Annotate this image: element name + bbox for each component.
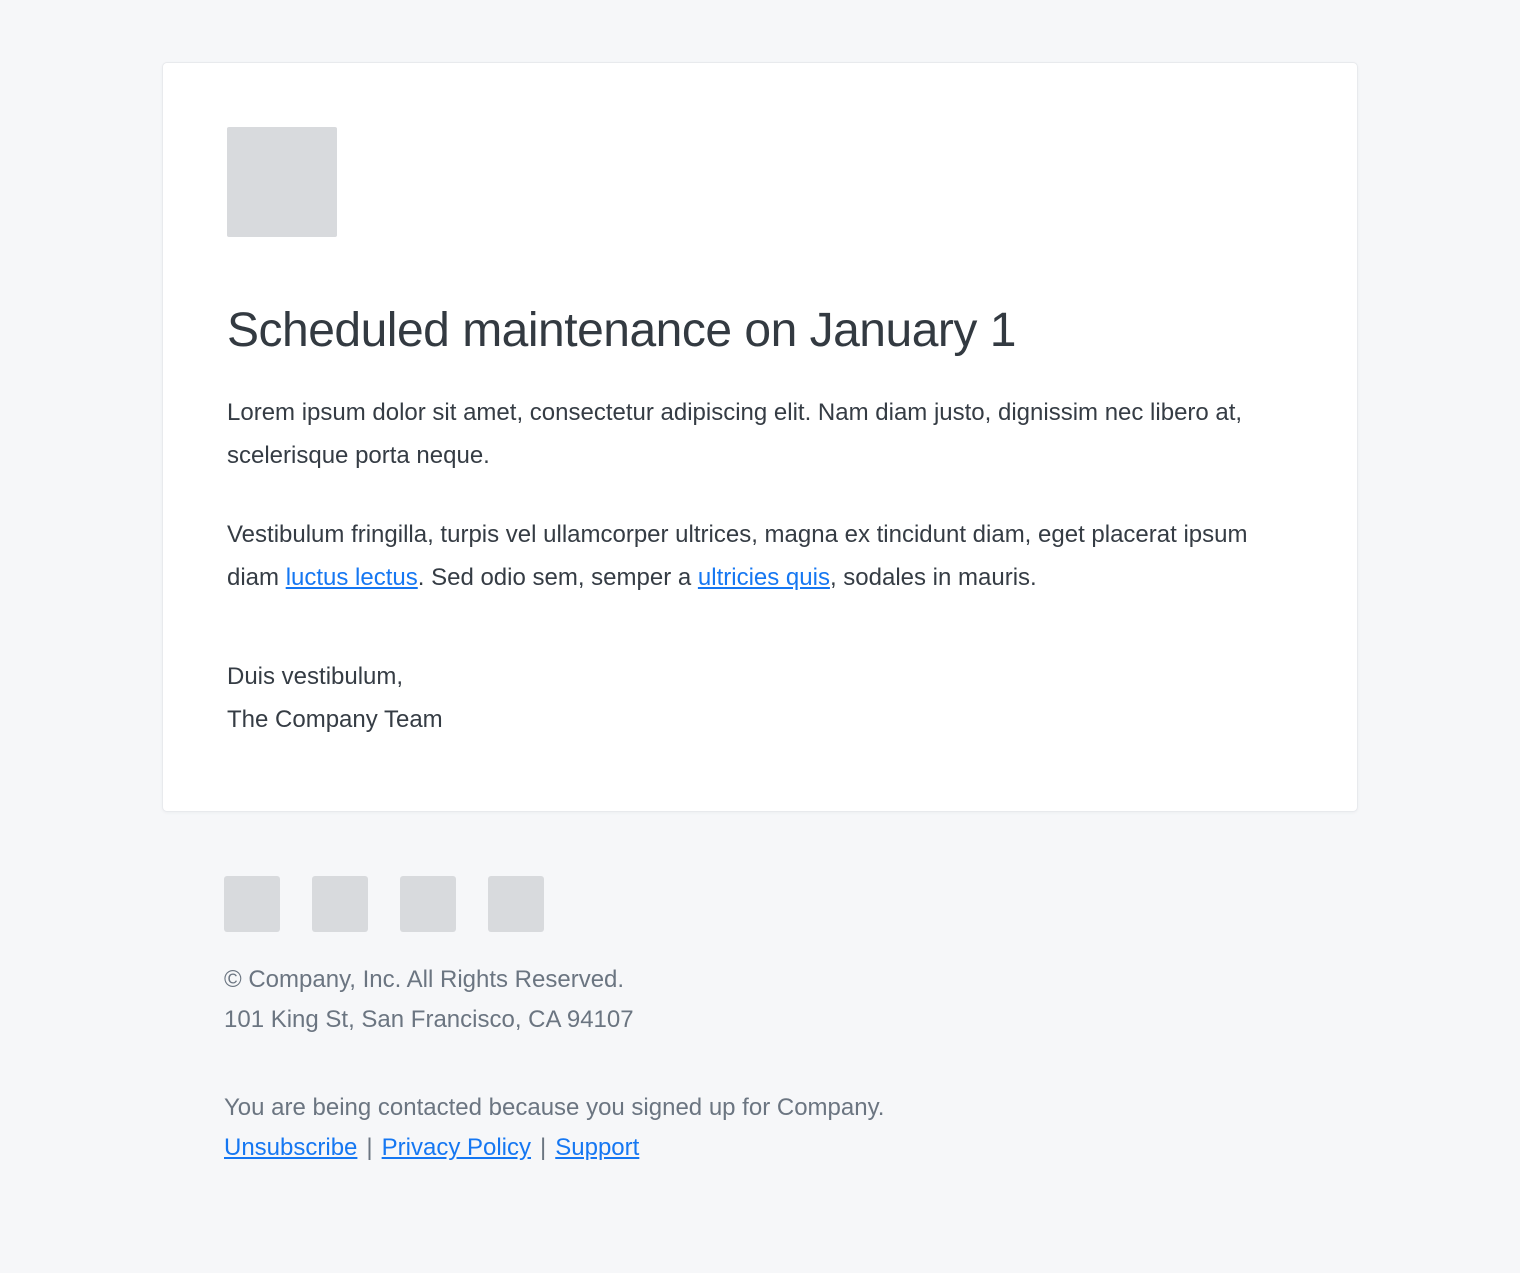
email-viewport [162,0,1358,1227]
body-text-segment: Vestibulum fringilla, turpis vel ullamcorper ultrices, magna ex tincidunt diam, eget placerat ipsum diam [227,521,1248,591]
fineprint-block [224,1088,1296,1227]
email-footer [162,812,1358,1227]
email-card [162,62,1358,812]
link-separator: | [540,1134,547,1161]
copyright-line: © Company, Inc. All Rights Reserved. [224,966,625,993]
body-paragraph [227,513,1293,599]
contact-notice: You are being contacted because you signed up for Company. [224,1094,885,1121]
social-icon-placeholder[interactable] [312,876,368,932]
social-icon-placeholder[interactable] [488,876,544,932]
privacy-policy-link[interactable]: Privacy Policy [381,1134,532,1161]
signoff [227,655,1293,741]
social-icon-placeholder[interactable] [400,876,456,932]
luctus-lectus-link[interactable]: luctus lectus [285,564,418,591]
body-text-segment: . Sed odio sem, semper a [417,564,698,591]
intro-paragraph: Lorem ipsum dolor sit amet, consectetur adipiscing elit. Nam diam justo, dignissim nec libero at, scelerisque porta neque. [227,399,1243,469]
logo-placeholder-image [227,127,337,237]
signoff-line-2: The Company Team [227,706,443,733]
footer-links-row [224,1128,1296,1168]
link-separator: | [366,1134,373,1161]
social-icon-placeholder[interactable] [224,876,280,932]
address-line: 101 King St, San Francisco, CA 94107 [224,1006,634,1033]
unsubscribe-link[interactable]: Unsubscribe [224,1134,358,1161]
ultricies-quis-link[interactable]: ultricies quis [697,564,830,591]
email-title: Scheduled maintenance on January 1 [227,304,1016,357]
signoff-line-1: Duis vestibulum, [227,663,404,690]
social-links-row [224,876,1296,932]
company-address-block [224,960,1296,1040]
body-text-segment: , sodales in mauris. [829,564,1037,591]
support-link[interactable]: Support [555,1134,640,1161]
